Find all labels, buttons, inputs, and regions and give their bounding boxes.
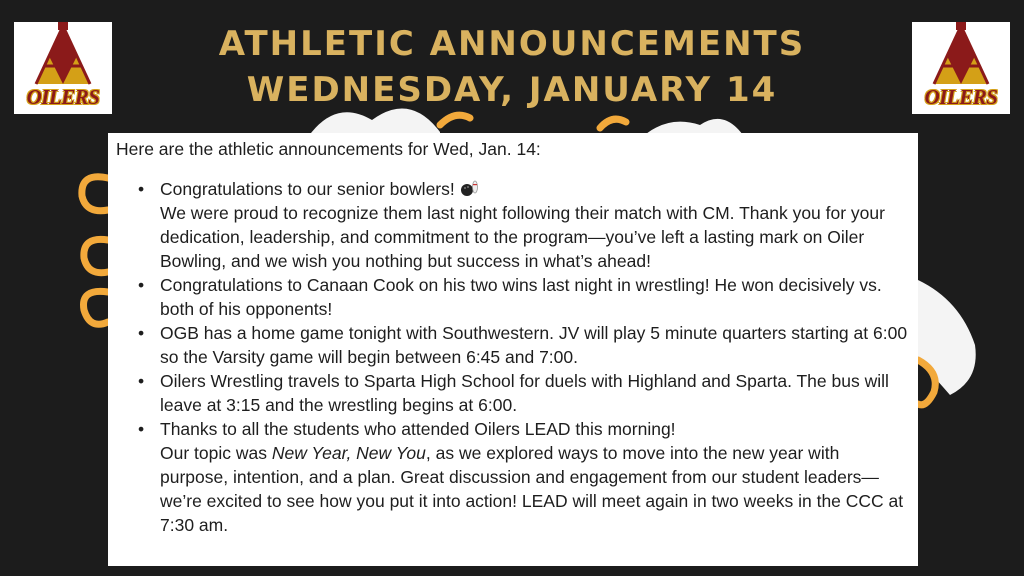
item-body: OGB has a home game tonight with Southwestern. JV will play 5 minute quarters starting at 6:00 so the Varsity game will begin between 6:45 and 7:00. bbox=[160, 323, 908, 367]
logo-text: OILERS bbox=[924, 85, 998, 109]
item-body: We were proud to recognize them last night following their match with CM. Thank you for your dedication, leadership, and commitment to the program—you’ve left a lasting mark on Oiler Bowling, and we wish you nothing but success in what’s ahead! bbox=[160, 203, 885, 271]
item-body-end: , as we explored ways to move into the new year with purpose, intention, and a plan. Great discussion and engagement from our student leaders—we’re excited to see how you put it into action! LEAD will meet again in two weeks in the CCC at 7:30 am. bbox=[160, 443, 904, 535]
announcement-list bbox=[116, 177, 912, 537]
list-item bbox=[138, 369, 912, 417]
item-body: Oilers Wrestling travels to Sparta High School for duels with Highland and Sparta. The bus will leave at 3:15 and the wrestling begins at 6:00. bbox=[160, 371, 889, 415]
oilers-logo-right bbox=[912, 22, 1010, 114]
announcement-intro: Here are the athletic announcements for Wed, Jan. 14: bbox=[116, 139, 541, 159]
logo-text: OILERS bbox=[26, 85, 100, 109]
item-heading: Thanks to all the students who attended Oilers LEAD this morning! bbox=[160, 419, 676, 439]
bullet-icon: • bbox=[138, 419, 145, 439]
bowling-icon bbox=[459, 179, 479, 197]
list-item bbox=[138, 273, 912, 321]
list-item bbox=[138, 177, 912, 273]
bullet-icon: • bbox=[138, 179, 145, 199]
bullet-icon: • bbox=[138, 371, 145, 391]
bullet-icon: • bbox=[138, 323, 145, 343]
item-body: Congratulations to Canaan Cook on his two wins last night in wrestling! He won decisively vs. both of his opponents! bbox=[160, 275, 882, 319]
list-item bbox=[138, 321, 912, 369]
item-body-emphasis: New Year, New You bbox=[271, 443, 426, 463]
bullet-icon: • bbox=[138, 275, 145, 295]
oilers-logo-left bbox=[14, 22, 112, 114]
page-title: ATHLETIC ANNOUNCEMENTS bbox=[218, 24, 806, 64]
page-subtitle-date: WEDNESDAY, JANUARY 14 bbox=[246, 70, 778, 110]
item-heading: Congratulations to our senior bowlers! bbox=[160, 179, 455, 199]
list-item bbox=[138, 417, 912, 537]
item-body-start: Our topic was bbox=[160, 443, 272, 463]
announcement-card bbox=[108, 133, 918, 566]
